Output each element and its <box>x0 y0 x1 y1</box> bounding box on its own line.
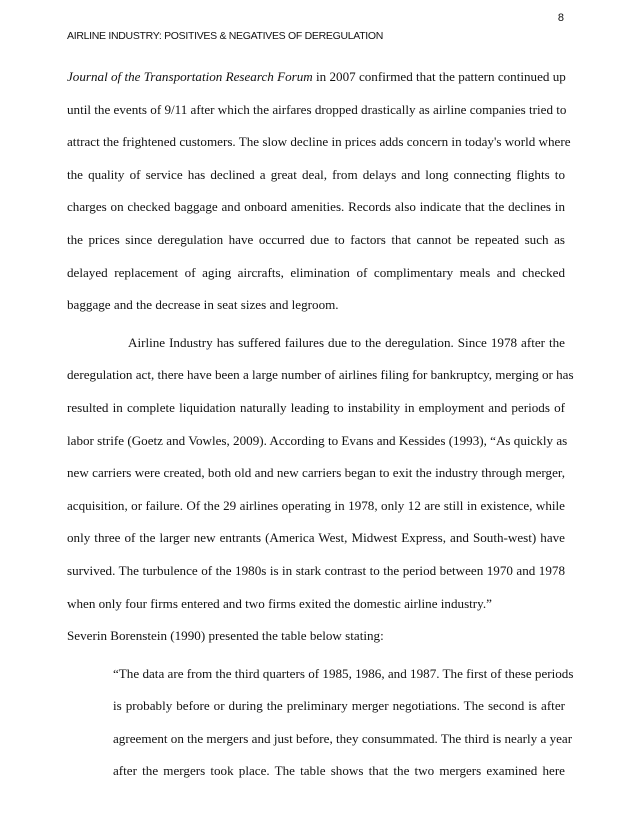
block-quote <box>67 665 574 796</box>
paragraph-1 <box>67 69 571 330</box>
paragraph-line: delayed replacement of aging aircrafts, elimination of complimentary meals and checked <box>67 264 565 280</box>
paragraph-line-rest: in 2007 confirmed that the pattern continued up <box>312 69 566 84</box>
paragraph-3 <box>67 628 565 661</box>
paragraph-line: only three of the larger new entrants (America West, Midwest Express, and South-west) have <box>67 530 565 546</box>
paragraph-line: new carriers were created, both old and new carriers began to exit the industry through merger, <box>67 465 565 481</box>
quote-line: is probably before or during the preliminary merger negotiations. The second is after <box>113 698 565 714</box>
page-number: 8 <box>557 12 564 24</box>
quote-line: “The data are from the third quarters of 1985, 1986, and 1987. The first of these periods <box>113 665 574 681</box>
paragraph-line: survived. The turbulence of the 1980s is in stark contrast to the period between 1970 and 1978 <box>67 562 565 578</box>
paragraph-line: charges on checked baggage and onboard amenities. Records also indicate that the declines in <box>67 199 565 215</box>
paragraph-line <box>67 69 565 102</box>
paragraph-line: resulted in complete liquidation naturally leading to instability in employment and periods of <box>67 399 565 415</box>
paragraph-line: the prices since deregulation have occurred due to factors that cannot be repeated such as <box>67 231 565 247</box>
quote-line: agreement on the mergers and just before, they consummated. The third is nearly a year <box>113 730 573 746</box>
paragraph-line: Airline Industry has suffered failures due to the deregulation. Since 1978 after the <box>128 334 565 350</box>
document-body <box>67 69 574 796</box>
paragraph-line: until the events of 9/11 after which the airfares dropped drastically as airline companies tried to <box>67 101 567 117</box>
paragraph-line: acquisition, or failure. Of the 29 airlines operating in 1978, only 12 are still in existence, while <box>67 497 565 513</box>
paragraph-line: labor strife (Goetz and Vowles, 2009). According to Evans and Kessides (1993), “As quickly as <box>67 432 568 448</box>
paragraph-line: Severin Borenstein (1990) presented the table below stating: <box>67 628 384 644</box>
journal-title: Journal of the Transportation Research Forum <box>67 69 313 84</box>
paragraph-line: the quality of service has declined a great deal, from delays and long connecting flights to <box>67 166 565 182</box>
paragraph-line: deregulation act, there have been a large number of airlines filing for bankruptcy, merging or has <box>67 367 574 383</box>
paragraph-line: when only four firms entered and two firms exited the domestic airline industry.” <box>67 595 492 611</box>
running-head: AIRLINE INDUSTRY: POSITIVES & NEGATIVES OF DEREGULATION <box>67 30 384 42</box>
paragraph-2 <box>67 334 574 628</box>
paragraph-line: baggage and the decrease in seat sizes and legroom. <box>67 297 339 313</box>
paragraph-line: attract the frightened customers. The slow decline in prices adds concern in today's world where <box>67 134 571 150</box>
quote-line: after the mergers took place. The table shows that the two mergers examined here <box>113 763 565 779</box>
